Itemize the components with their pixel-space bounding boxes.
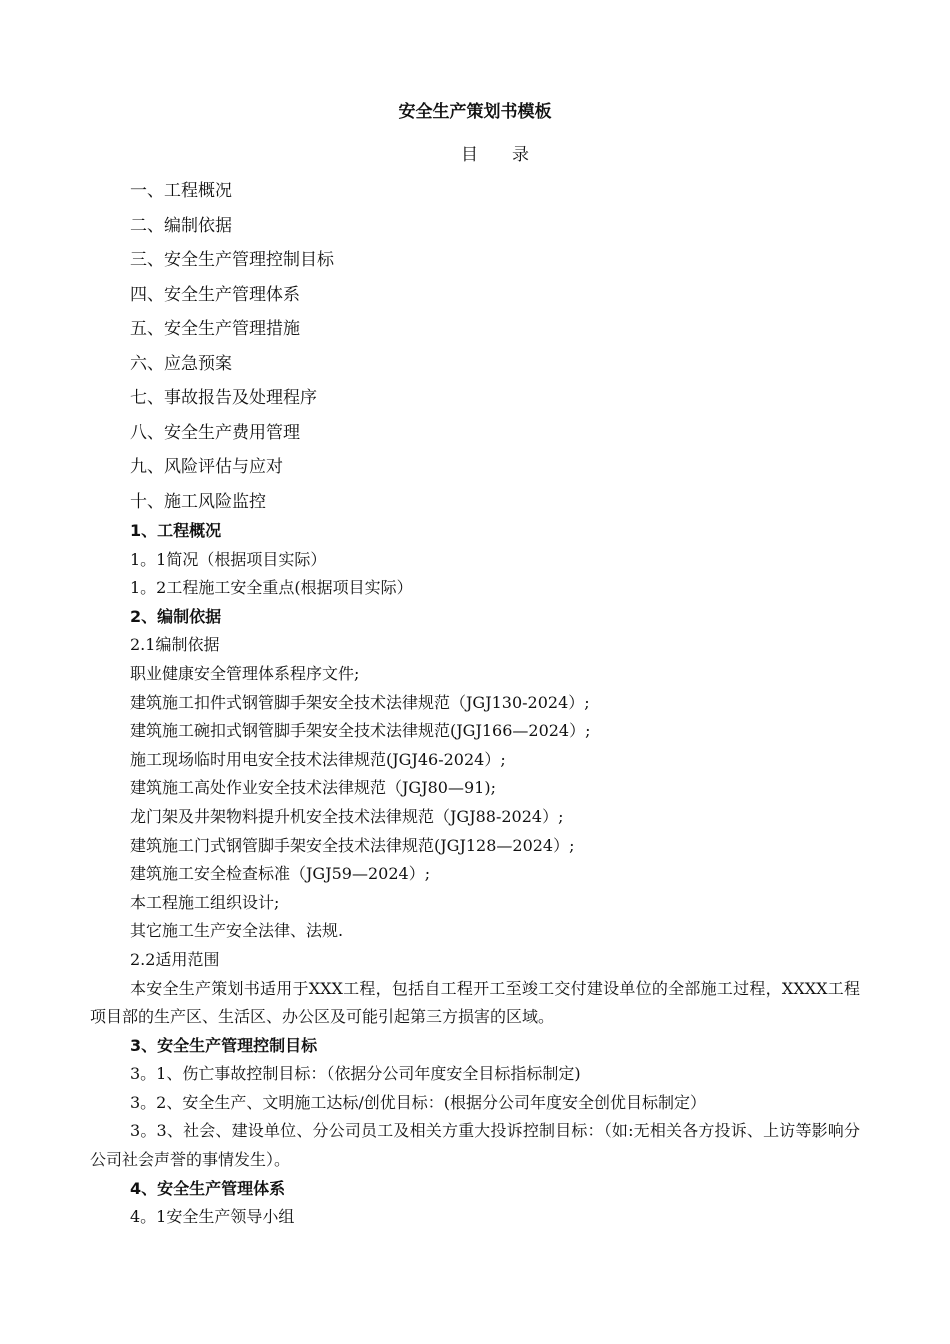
toc-item: 六、应急预案 [130,353,232,374]
basis-item: 建筑施工高处作业安全技术法律规范（JGJ80—91); [130,778,496,798]
toc-heading-char-1: 目 [461,145,478,165]
basis-item: 建筑施工扣件式钢管脚手架安全技术法律规范（JGJ130-2024）; [130,692,590,712]
toc-item: 四、安全生产管理体系 [130,284,300,305]
toc-heading-char-2: 录 [512,145,529,165]
section-heading: 2、编制依据 [130,606,222,626]
toc-heading [0,141,950,169]
toc-item: 二、编制依据 [130,215,232,236]
goal-item: 3。3、社会、建设单位、分公司员工及相关方重大投诉控制目标：（如:无相关各方投诉、上访等影响分公司社会声誉的事情发生）。 [90,1121,860,1170]
basis-item: 建筑施工门式钢管脚手架安全技术法律规范(JGJ128—2024）; [130,835,575,855]
basis-item: 建筑施工安全检查标准（JGJ59—2024）; [130,864,431,884]
toc-item: 十、施工风险监控 [130,491,266,512]
goal-item: 3。2、安全生产、文明施工达标/创优目标：(根据分公司年度安全创优目标制定） [130,1092,706,1112]
section-heading: 4、安全生产管理体系 [130,1178,286,1198]
basis-item: 施工现场临时用电安全技术法律规范(JGJ46-2024）; [130,749,506,769]
document-title: 安全生产策划书模板 [398,102,552,122]
basis-item: 其它施工生产安全法律、法规. [130,921,344,941]
toc-item: 九、风险评估与应对 [130,457,283,477]
basis-item: 职业健康安全管理体系程序文件; [130,663,360,683]
subsection-heading: 2.2适用范围 [130,949,220,969]
toc-item: 八、安全生产费用管理 [130,422,300,443]
subsection-heading: 4。1安全生产领导小组 [130,1207,295,1227]
table-of-contents [130,174,870,519]
subsection-heading: 1。1简况（根据项目实际） [130,549,327,569]
basis-item: 本工程施工组织设计; [130,892,280,912]
toc-item: 一、工程概况 [130,181,232,201]
basis-item: 建筑施工碗扣式钢管脚手架安全技术法律规范(JGJ166—2024）; [130,721,591,741]
basis-item: 龙门架及井架物料提升机安全技术法律规范（JGJ88-2024）; [130,806,564,826]
subsection-heading: 2.1编制依据 [130,635,220,655]
scope-paragraph: 本安全生产策划书适用于XXX工程，包括自工程开工至竣工交付建设单位的全部施工过程，XXXX工程项目部的生产区、生活区、办公区及可能引起第三方损害的区域。 [90,978,860,1027]
section-heading: 3、安全生产管理控制目标 [130,1035,318,1055]
section-heading: 1、工程概况 [130,521,222,540]
toc-item: 五、安全生产管理措施 [130,319,300,339]
subsection-heading: 1。2工程施工安全重点(根据项目实际） [130,578,413,598]
goal-item: 3。1、伤亡事故控制目标：（依据分公司年度安全目标指标制定) [130,1064,581,1084]
toc-item: 三、安全生产管理控制目标 [130,250,334,270]
document-body [90,517,860,1232]
toc-item: 七、事故报告及处理程序 [130,388,317,408]
